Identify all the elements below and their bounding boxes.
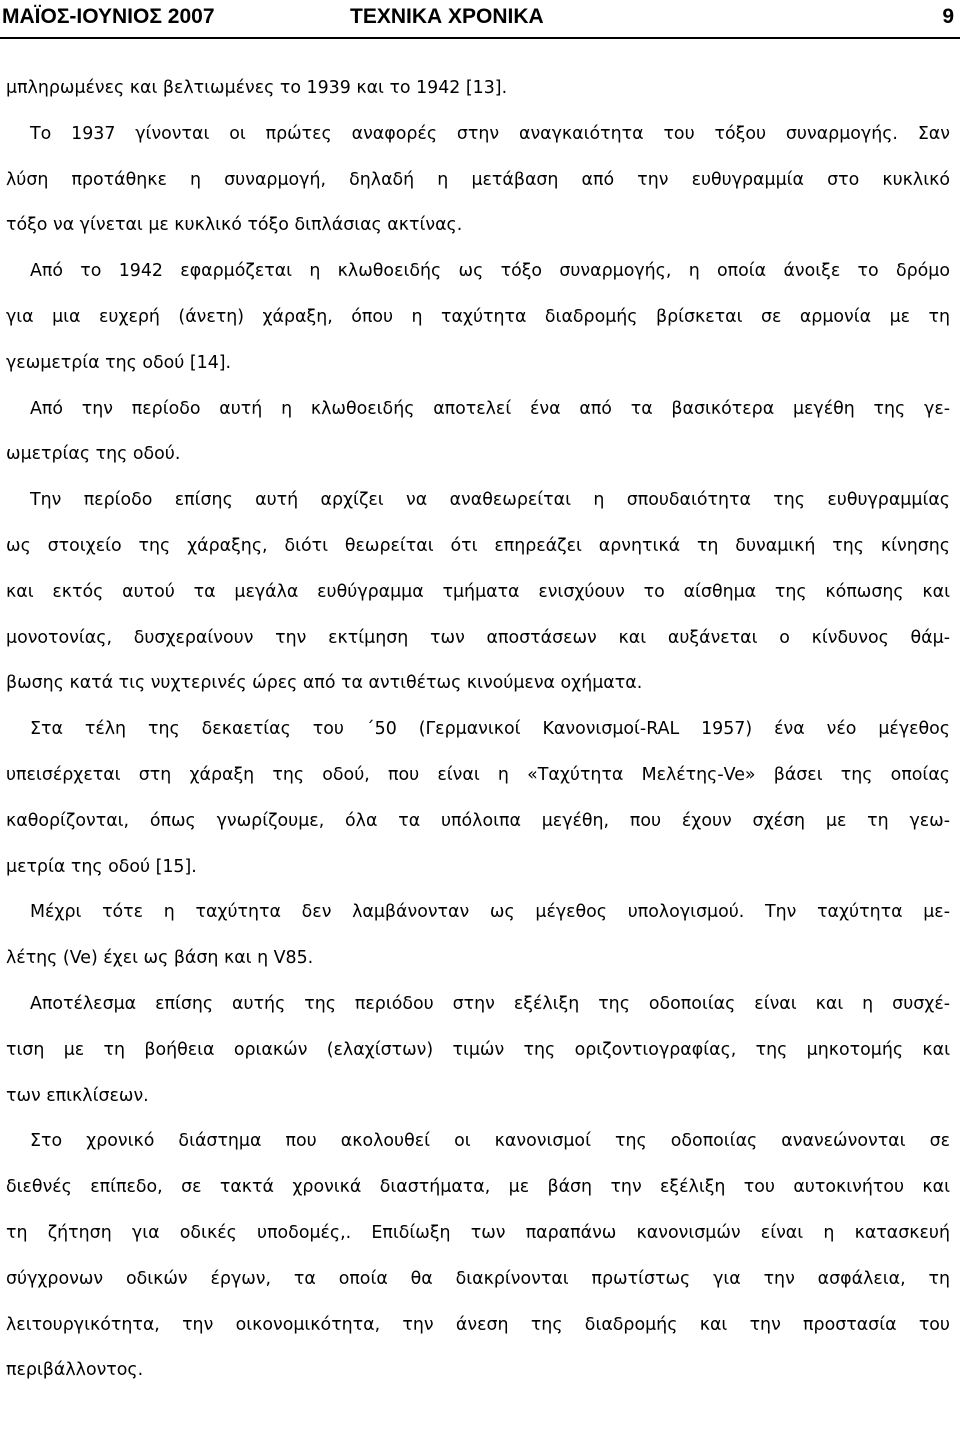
- text-line: γεωμετρία της οδού [14].: [6, 352, 232, 373]
- text-line: Το 1937 γίνονται οι πρώτες αναφορές στην αναγκαιότητα του τόξου συναρμογής. Σαν: [30, 123, 950, 144]
- text-line: μονοτονίας, δυσχεραίνουν την εκτίμηση των αποστάσεων και αυξάνεται ο κίνδυνος θάμ-: [6, 627, 950, 648]
- text-line: και εκτός αυτού τα μεγάλα ευθύγραμμα τμήματα ενισχύουν το αίσθημα της κόπωσης και: [6, 581, 950, 602]
- text-line: Αποτέλεσμα επίσης αυτής της περιόδου στην εξέλιξη της οδοποιίας είναι και η συσχέ-: [30, 993, 950, 1014]
- text-line: σύγχρονων οδικών έργων, τα οποία θα διακρίνονται πρωτίστως για την ασφάλεια, τη: [6, 1268, 950, 1289]
- text-line: τη ζήτηση για οδικές υποδομές,. Επιδίωξη των παραπάνω κανονισμών είναι η κατασκευή: [6, 1222, 950, 1243]
- text-line: ωμετρίας της οδού.: [6, 444, 181, 465]
- text-line: καθορίζονται, όπως γνωρίζουμε, όλα τα υπόλοιπα μεγέθη, που έχουν σχέση με τη γεω-: [6, 810, 950, 831]
- text-line: λέτης (Ve) έχει ως βάση και η V85.: [6, 948, 314, 969]
- text-line: λειτουργικότητα, την οικονομικότητα, την άνεση της διαδρομής και την προστασία του: [6, 1314, 950, 1335]
- text-line: βωσης κατά τις νυχτερινές ώρες από τα αντιθέτως κινούμενα οχήματα.: [6, 673, 643, 694]
- header-divider: [0, 37, 960, 39]
- text-line: υπεισέρχεται στη χάραξη της οδού, που είναι η «Ταχύτητα Μελέτης-Ve» βάσει της οποίας: [6, 764, 950, 785]
- text-line: Μέχρι τότε η ταχύτητα δεν λαμβάνονταν ως μέγεθος υπολογισμού. Την ταχύτητα με-: [30, 902, 950, 923]
- text-line: ως στοιχείο της χάραξης, διότι θεωρείται ότι επηρεάζει αρνητικά τη δυναμική της κίνησης: [6, 535, 950, 556]
- text-line: λύση προτάθηκε η συναρμογή, δηλαδή η μετάβαση από την ευθυγραμμία στο κυκλικό: [6, 169, 950, 190]
- text-line: μετρία της οδού [15].: [6, 856, 197, 877]
- text-line: των επικλίσεων.: [6, 1085, 149, 1106]
- text-line: Από το 1942 εφαρμόζεται η κλωθοειδής ως τόξο συναρμογής, η οποία άνοιξε το δρόμο: [30, 261, 950, 282]
- text-line: τόξο να γίνεται με κυκλικό τόξο διπλάσιας ακτίνας.: [6, 215, 463, 236]
- text-line: Την περίοδο επίσης αυτή αρχίζει να αναθεωρείται η σπουδαιότητα της ευθυγραμμίας: [30, 490, 950, 511]
- text-line: Στο χρονικό διάστημα που ακολουθεί οι κανονισμοί της οδοποιίας ανανεώνονται σε: [30, 1131, 950, 1152]
- text-line: διεθνές επίπεδο, σε τακτά χρονικά διαστήματα, με βάση την εξέλιξη του αυτοκινήτου και: [6, 1177, 950, 1198]
- text-line: μπληρωμένες και βελτιωμένες το 1939 και το 1942 [13].: [6, 78, 508, 98]
- text-line: για μια ευχερή (άνετη) χάραξη, όπου η ταχύτητα διαδρομής βρίσκεται σε αρμονία με τη: [6, 306, 950, 327]
- text-line: Στα τέλη της δεκαετίας του ΄50 (Γερμανικοί Κανονισμοί-RAL 1957) ένα νέο μέγεθος: [30, 719, 950, 740]
- text-line: περιβάλλοντος.: [6, 1360, 144, 1381]
- header-journal-title: ΤΕΧΝΙΚΑ ΧΡΟΝΙΚΑ: [350, 5, 544, 28]
- body-text: [0, 66, 960, 1394]
- page-header: [0, 0, 960, 36]
- text-line: τιση με τη βοήθεια οριακών (ελαχίστων) τιμών της οριζοντιογραφίας, της μηκοτομής και: [6, 1039, 950, 1060]
- header-page-number: 9: [942, 5, 954, 28]
- header-issue-date: ΜΑΪΟΣ-ΙΟΥΝΙΟΣ 2007: [2, 5, 215, 28]
- text-line: Από την περίοδο αυτή η κλωθοειδής αποτελεί ένα από τα βασικότερα μεγέθη της γε-: [30, 398, 950, 419]
